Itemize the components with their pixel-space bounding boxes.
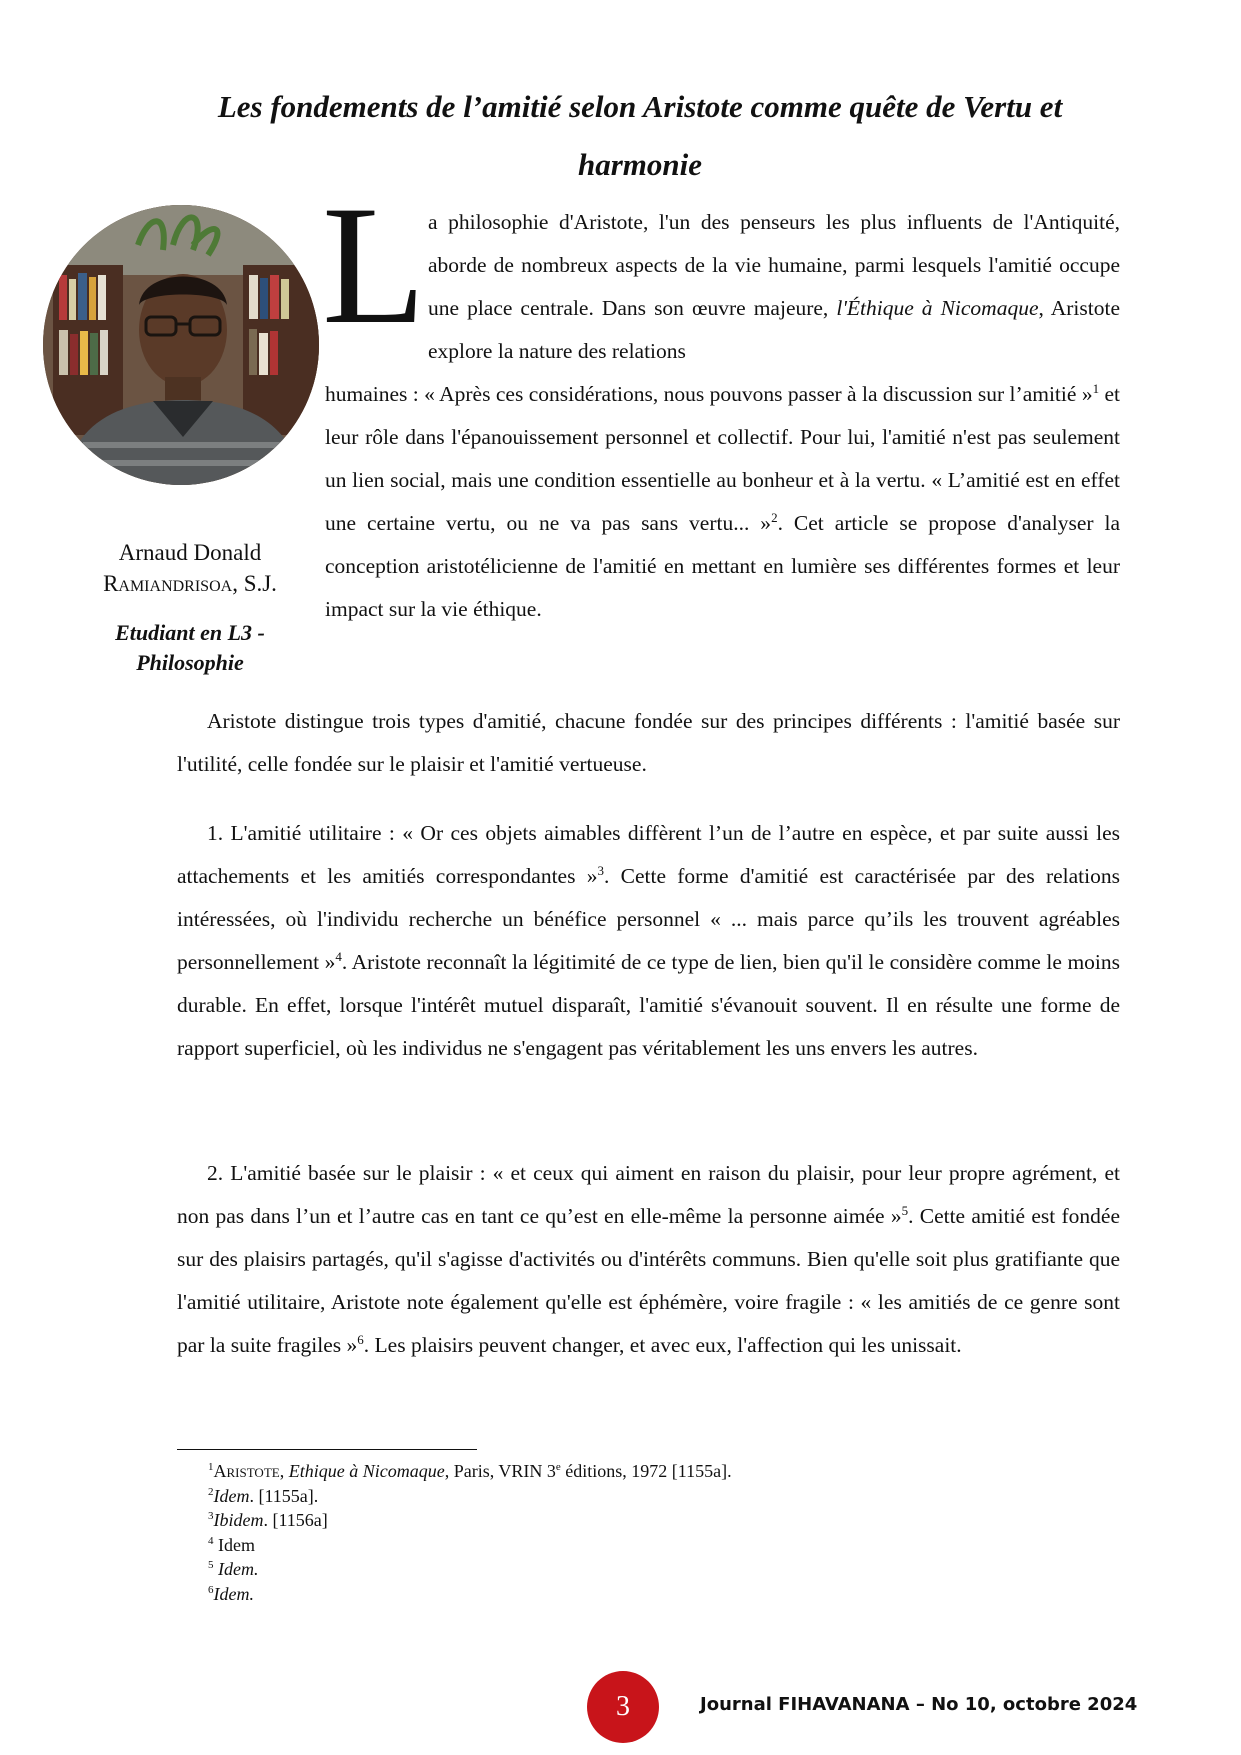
footnote-ref-5[interactable]: 5 [901, 1202, 909, 1218]
author-photo [43, 205, 319, 485]
drop-cap: L [322, 171, 426, 359]
footnote-2 [208, 1484, 1088, 1509]
types-paragraph: Aristote distingue trois types d'amitié, chacune fondée sur des principes différents : l'amitié basée sur l'utilité, celle fondée sur le plaisir et l'amitié vertueuse. [177, 709, 1120, 776]
section2-text-1: 2. L'amitié basée sur le plaisir : « et ceux qui aiment en raison du plaisir, pour leur propre agrément, et non pas dans l’un et l’autre cas en tant ce qu’est en elle-même la personne aimée » [177, 1161, 1120, 1228]
intro-text-3: , Aristote explore la nature des relations [428, 296, 1120, 363]
author-role: Etudiant en L3 - Philosophie [115, 620, 265, 675]
section2-text-3: . Les plaisirs peuvent changer, et avec eux, l'affection qui les unissait. [363, 1333, 962, 1357]
section-utility-friendship [177, 812, 1120, 1070]
footnote-6-text: Idem. [213, 1583, 254, 1604]
section-pleasure-friendship [177, 1152, 1120, 1367]
footnote-3-rest: . [1156a] [263, 1510, 328, 1530]
intro-paragraph-part2 [325, 373, 1120, 631]
footnote-5-number: 5 [208, 1559, 214, 1571]
footnote-2-idem: Idem [213, 1485, 250, 1506]
footnote-1-author: Aristote [213, 1461, 280, 1481]
footnote-2-number: 2 [208, 1485, 214, 1498]
footnote-4-number: 4 [208, 1534, 214, 1547]
footnote-1-publisher: , Paris, VRIN 3 [444, 1461, 556, 1481]
footnote-ref-1[interactable]: 1 [1092, 380, 1100, 396]
footnote-5-text: Idem. [213, 1559, 259, 1579]
article-title: Les fondements de l’amitié selon Aristote comme quête de Vertu et harmonie [217, 89, 1063, 182]
section1-text-1: 1. L'amitié utilitaire : « Or ces objets aimables diffèrent l’un de l’autre en espèce, et par suite aussi les attachements et les amitiés correspondantes » [177, 821, 1120, 888]
footnote-1-edition-sup: e [555, 1461, 561, 1473]
intro-text-6: . Cet article se propose d'analyser la conception aristotélicienne de l'amitié en mettant en lumière ses différentes formes et leur impact sur la vie éthique. [325, 511, 1120, 621]
footnote-separator [177, 1449, 477, 1450]
section1-text-2: . Cette forme d'amitié est caractérisée par des relations intéressées, où l'individu recherche un bénéfice personnel « ... mais parce qu’ils les trouvent agréables personnellement » [177, 864, 1120, 974]
footnote-ref-2[interactable]: 2 [771, 509, 778, 525]
footnote-5 [208, 1557, 1088, 1582]
footnote-3 [208, 1508, 1088, 1533]
footnote-ref-6[interactable]: 6 [357, 1331, 364, 1347]
footnote-4-text: Idem [213, 1534, 255, 1555]
footnote-ref-4[interactable]: 4 [335, 948, 342, 964]
footnote-1: $^1$Aristote, Ethique à Nicomaque, Paris, VRIN 3e éditions, 1972 [1155a]. [208, 1461, 732, 1481]
intro-text-5: et leur rôle dans l'épanouissement personnel et collectif. Pour lui, l'amitié n'est pas seulement un lien social, mais une condition essentielle au bonheur et à la vertu. « L’amitié est en effet une certaine vertu, ou ne va pas sans vertu... » [325, 382, 1120, 535]
footnote-3-number: 3 [208, 1510, 214, 1522]
footnote-2-rest: . [1155a]. [249, 1485, 319, 1506]
footnote-1-number: 1 [208, 1461, 214, 1473]
journal-footer: Journal FIHAVANANA – No 10, octobre 2024 [700, 1694, 1138, 1715]
author-surname: Ramiandrisoa [103, 571, 233, 596]
page-number: 3 [587, 1671, 659, 1743]
section2-text-2: . Cette amitié est fondée sur des plaisirs partagés, qu'il s'agisse d'activités ou d'intérêts communs. Bien qu'elle soit plus gratifiante que l'amitié utilitaire, Aristote note également qu'elle est éphémère, voire fragile : « les amitiés de ce genre sont par la suite fragiles » [177, 1204, 1120, 1357]
author-suffix: , S.J. [232, 571, 277, 596]
footnote-1-year: éditions, 1972 [1155a]. [560, 1461, 732, 1481]
section1-text-3: . Aristote reconnaît la légitimité de ce type de lien, bien qu'il le considère comme le moins durable. En effet, lorsque l'intérêt mutuel disparaît, l'amitié s'évanouit souvent. Il en résulte une forme de rapport superficiel, où les individus ne s'engagent pas véritablement les uns envers les autres. [177, 950, 1121, 1060]
book-title: l'Éthique à Nicomaque [836, 296, 1039, 320]
intro-text-1: a philosophie d'Aristote, l'un des penseurs les plus influents de l'Antiquité, aborde de nombreux aspects de la vie humaine, parmi lesquels l'amitié occupe une place centrale. Dans son œuvre majeure, [428, 210, 1120, 320]
author-name [70, 537, 310, 599]
footnote-3-ibidem: Ibidem [213, 1510, 264, 1530]
footnote-ref-3[interactable]: 3 [597, 862, 604, 878]
intro-text-4: humaines : « Après ces considérations, nous pouvons passer à la discussion sur l’amitié » [325, 382, 1093, 406]
footnote-1-title: Ethique à Nicomaque [288, 1461, 445, 1481]
author-first-names: Arnaud Donald [118, 540, 262, 565]
footnote-6-number: 6 [208, 1583, 214, 1596]
intro-paragraph-part1 [428, 201, 1120, 373]
footnote-6 [208, 1582, 1088, 1607]
footnotes [208, 1459, 1088, 1606]
footnote-4 [208, 1533, 1088, 1558]
